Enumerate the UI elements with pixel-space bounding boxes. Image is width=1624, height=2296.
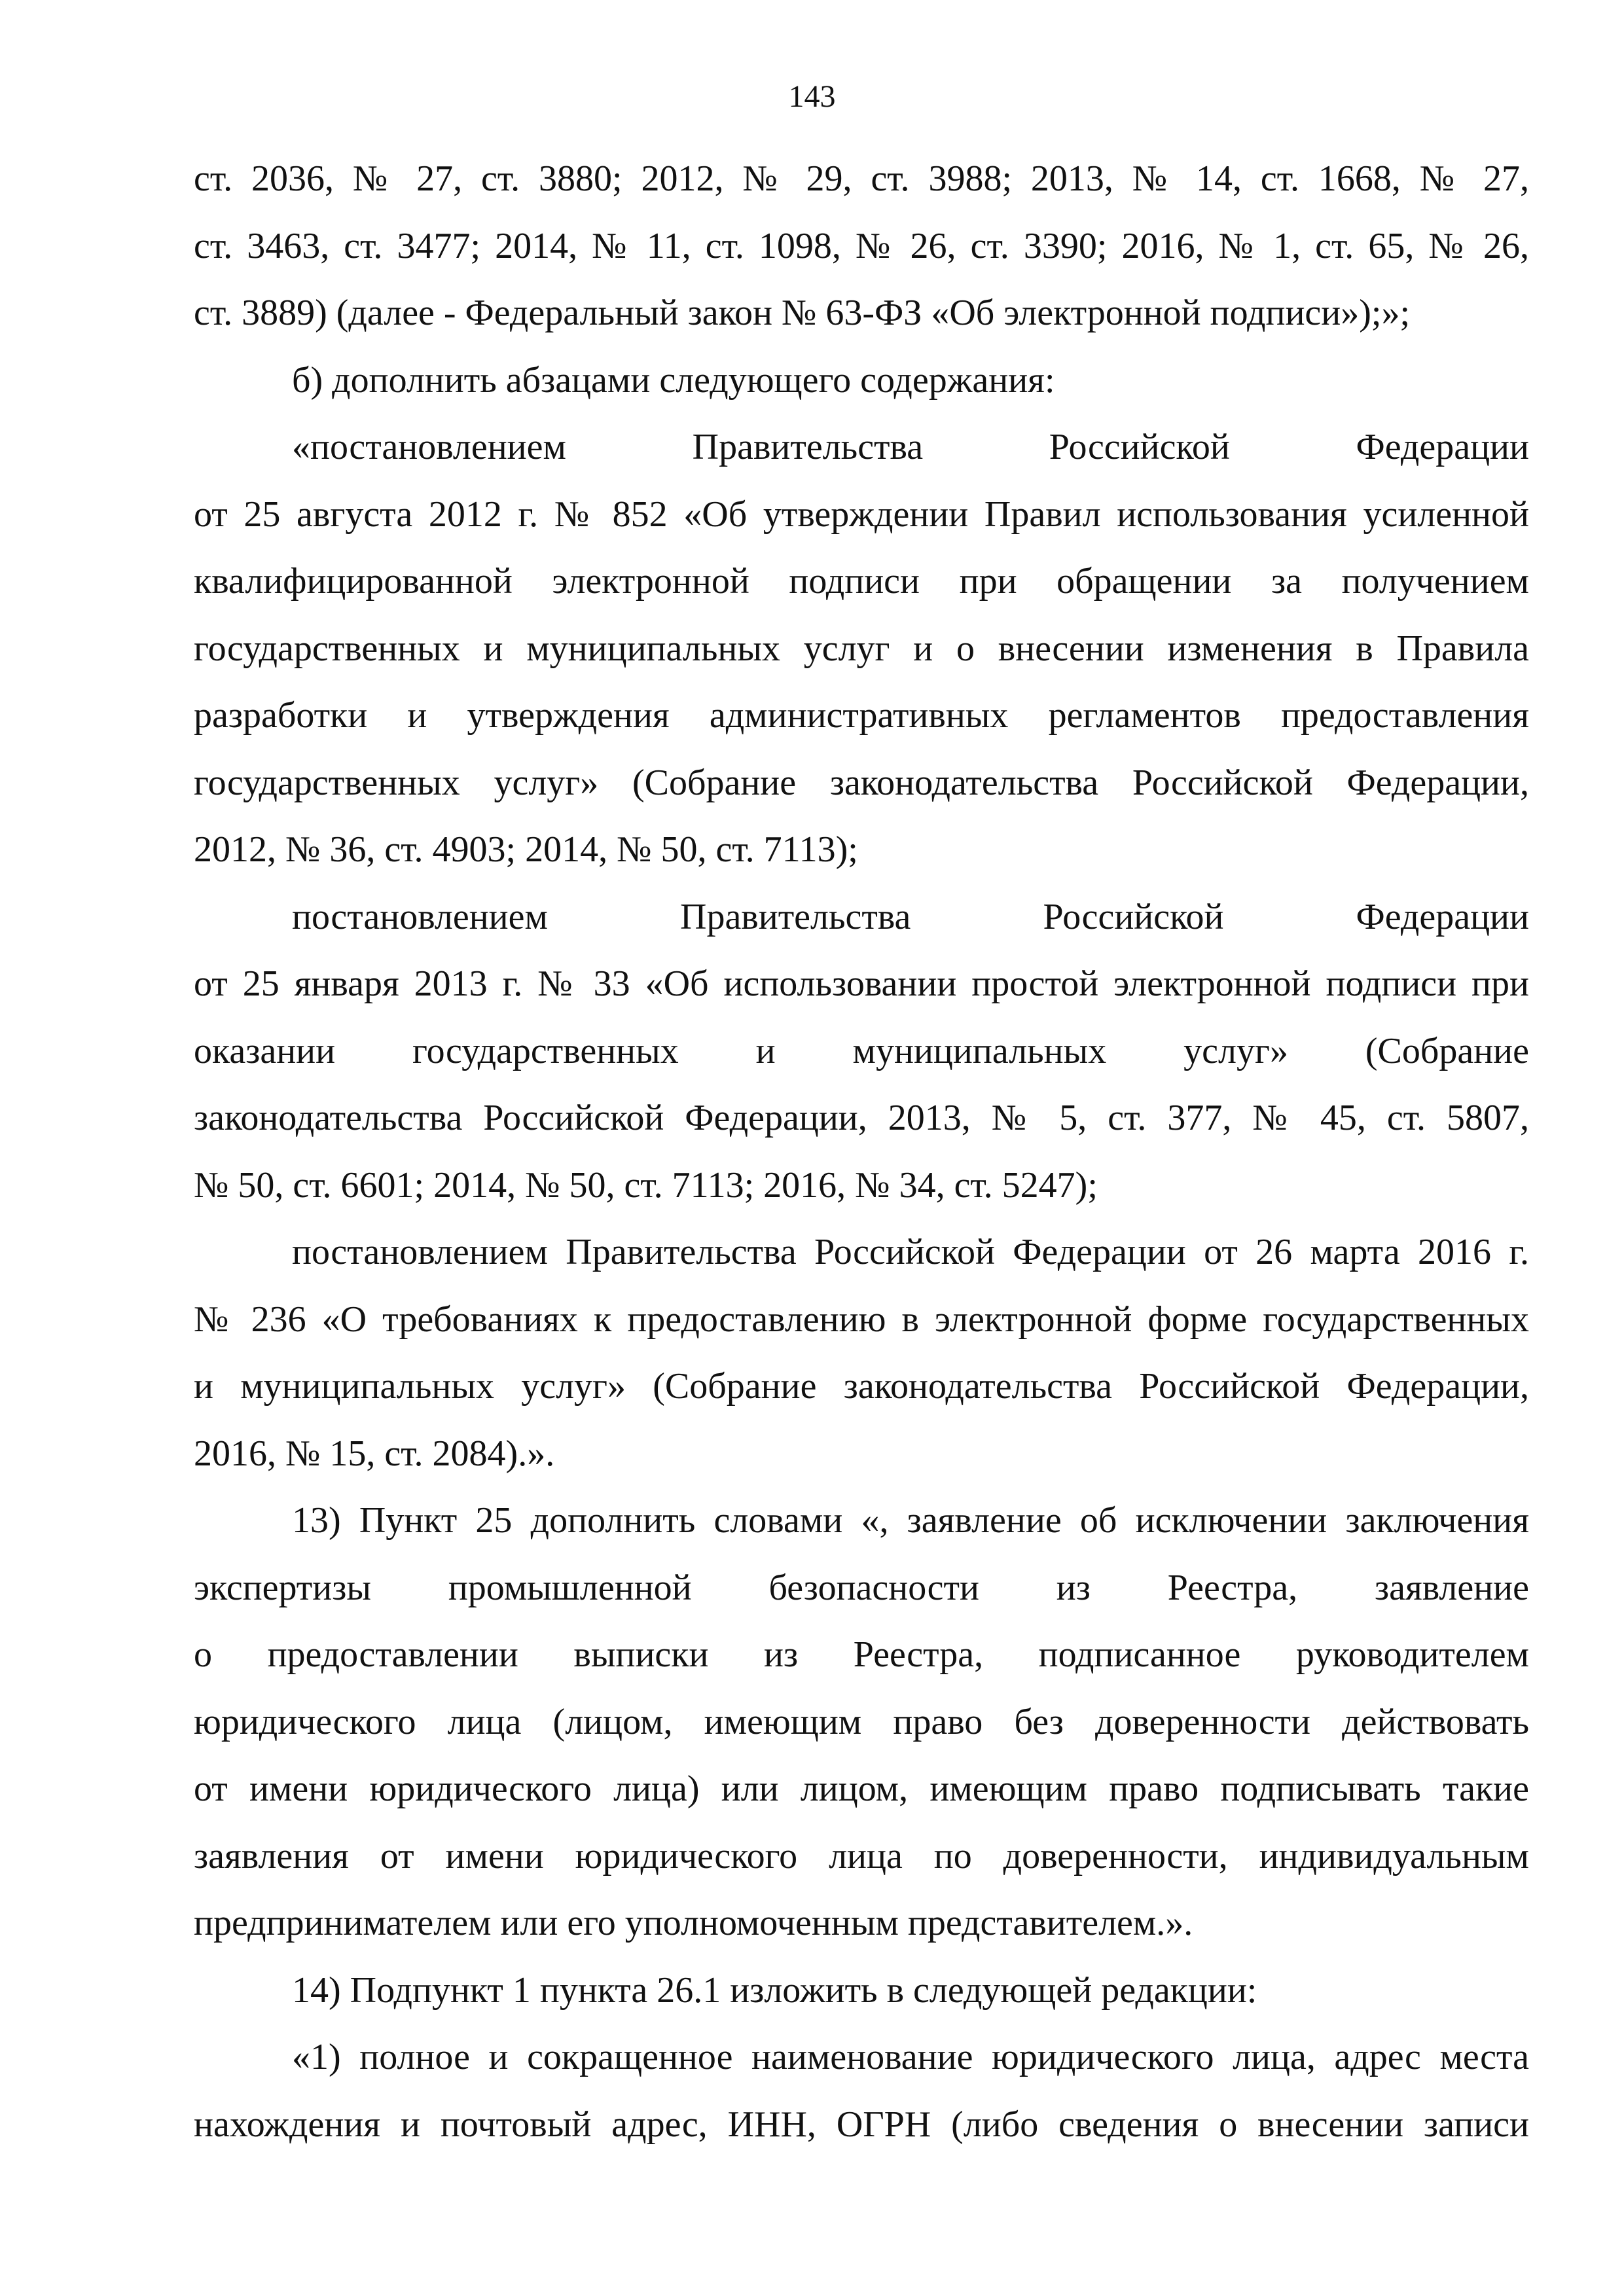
paragraph-subitem-1 — [194, 2024, 1529, 2158]
paragraph-item-b — [194, 347, 1529, 414]
text-line: экспертизы промышленной безопасности из Реестра, заявление — [194, 1567, 1529, 1608]
page-number: 143 — [788, 79, 836, 114]
paragraph-decree-236 — [194, 1219, 1529, 1487]
text-line: государственных и муниципальных услуг и о внесении изменения в Правила — [194, 628, 1529, 669]
text-line: № 236 «О требованиях к предоставлению в электронной форме государственных — [194, 1299, 1529, 1340]
text-line: заявления от имени юридического лица по доверенности, индивидуальным — [194, 1835, 1529, 1876]
paragraph-item-14 — [194, 1957, 1529, 2024]
text-line: ст. 2036, № 27, ст. 3880; 2012, № 29, ст. 3988; 2013, № 14, ст. 1668, № 27, — [194, 158, 1529, 199]
paragraph-item-13 — [194, 1487, 1529, 1957]
text-line: 2012, № 36, ст. 4903; 2014, № 50, ст. 7113); — [194, 829, 858, 870]
text-line: от 25 августа 2012 г. № 852 «Об утверждении Правил использования усиленной — [194, 493, 1529, 535]
text-line: б) дополнить абзацами следующего содержания: — [292, 359, 1055, 401]
text-line: нахождения и почтовый адрес, ИНН, ОГРН (либо сведения о внесении записи — [194, 2104, 1529, 2145]
paragraph-decree-33 — [194, 884, 1529, 1219]
text-line: ст. 3889) (далее - Федеральный закон № 63-ФЗ «Об электронной подписи»);»; — [194, 293, 1411, 333]
text-line: № 50, ст. 6601; 2014, № 50, ст. 7113; 2016, № 34, ст. 5247); — [194, 1164, 1098, 1206]
text-line: 13) Пункт 25 дополнить словами «, заявление об исключении заключения — [292, 1500, 1529, 1541]
paragraph-decree-852 — [194, 414, 1529, 884]
text-line: разработки и утверждения административных регламентов предоставления — [194, 695, 1529, 736]
text-line: постановлением Правительства Российской Федерации — [292, 896, 1529, 937]
text-line: «1) полное и сокращенное наименование юридического лица, адрес места — [292, 2037, 1529, 2077]
text-line: законодательства Российской Федерации, 2013, № 5, ст. 377, № 45, ст. 5807, — [194, 1098, 1529, 1138]
text-line: квалифицированной электронной подписи при обращении за получением — [194, 561, 1529, 601]
text-line: от имени юридического лица) или лицом, имеющим право подписывать такие — [194, 1768, 1529, 1809]
text-line: предпринимателем или его уполномоченным представителем.». — [194, 1903, 1193, 1943]
text-line: государственных услуг» (Собрание законодательства Российской Федерации, — [194, 762, 1529, 803]
text-line: 14) Подпункт 1 пункта 26.1 изложить в следующей редакции: — [292, 1969, 1257, 2011]
text-line: юридического лица (лицом, имеющим право без доверенности действовать — [194, 1701, 1529, 1742]
text-line: 2016, № 15, ст. 2084).». — [194, 1433, 555, 1474]
document-body — [194, 145, 1529, 2158]
text-line: и муниципальных услуг» (Собрание законодательства Российской Федерации, — [194, 1366, 1529, 1407]
text-line: ст. 3463, ст. 3477; 2014, № 11, ст. 1098, № 26, ст. 3390; 2016, № 1, ст. 65, № 26, — [194, 225, 1529, 266]
text-line: о предоставлении выписки из Реестра, подписанное руководителем — [194, 1634, 1529, 1675]
paragraph-continuation — [194, 145, 1529, 347]
text-line: оказании государственных и муниципальных услуг» (Собрание — [194, 1030, 1529, 1071]
text-line: от 25 января 2013 г. № 33 «Об использовании простой электронной подписи при — [194, 963, 1529, 1004]
text-line: постановлением Правительства Российской Федерации от 26 марта 2016 г. — [292, 1232, 1529, 1272]
text-line: «постановлением Правительства Российской Федерации — [292, 427, 1529, 467]
